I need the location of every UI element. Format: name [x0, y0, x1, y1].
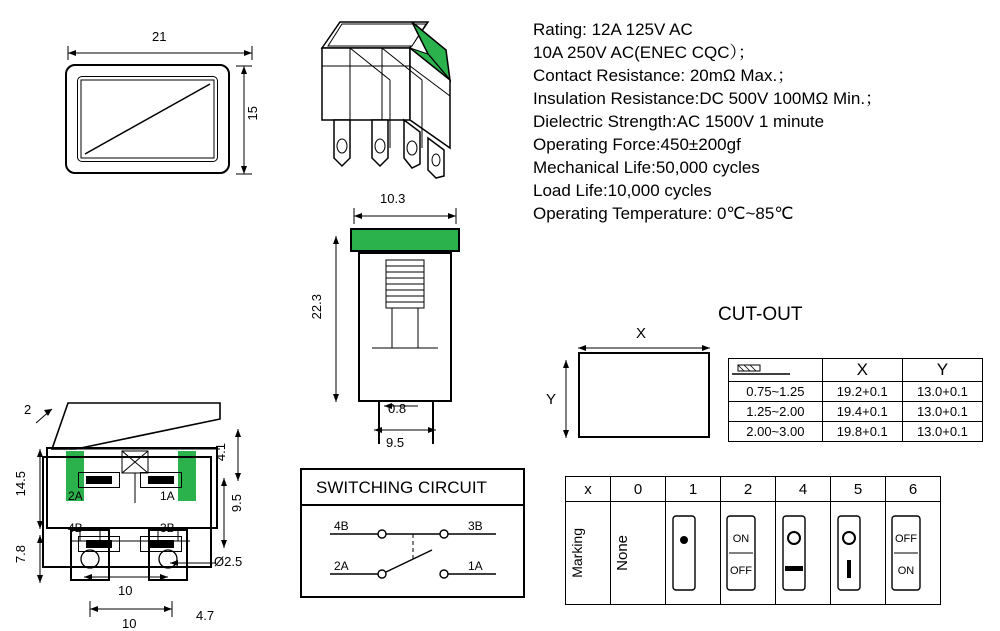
marking-cell-bar [776, 502, 831, 605]
dim-top-width: 21 [152, 29, 167, 44]
front-bezel [350, 228, 460, 252]
cutout-th-x: X [822, 359, 902, 382]
spec-line: Load Life:10,000 cycles [533, 181, 712, 200]
marking-cell-dot [666, 502, 721, 605]
perspective-switch-svg [300, 8, 500, 188]
pad-3b-inner [148, 540, 174, 548]
svg-text:OFF: OFF [730, 565, 752, 577]
table-row [729, 402, 983, 422]
cutout-y-arrow [560, 356, 572, 442]
pad-2a-inner [86, 476, 112, 484]
dim-front-height: 22.3 [309, 294, 324, 320]
marking-cell-offon [886, 502, 941, 605]
cutout-cell-thickness: 1.25~2.00 [729, 402, 823, 422]
dim-9-5-arrow [370, 422, 440, 438]
switching-circuit-title: SWITCHING CIRCUIT [316, 478, 487, 497]
table-row [729, 382, 983, 402]
pad-1a-inner [148, 476, 174, 484]
dim-side-base-w: 10 [122, 616, 137, 631]
marking-col-label-text: Marking [569, 528, 585, 578]
cutout-cell-thickness: 0.75~1.25 [729, 382, 823, 402]
dim-side-base-arrow [86, 601, 176, 617]
cutout-y-label: Y [546, 391, 557, 408]
marking-row-label: x [566, 477, 611, 502]
spec-line: 10A 250V AC(ENEC CQC）； [533, 43, 756, 62]
dim-front-width: 10.3 [380, 191, 406, 206]
cutout-cell-x: 19.8+0.1 [822, 422, 902, 442]
cutout-section [546, 300, 980, 470]
dim-hole-diameter: Ø2.5 [214, 554, 243, 569]
panel-thickness-icon [732, 364, 792, 377]
svg-text:ON: ON [732, 533, 750, 545]
off-on-marking-icon [889, 510, 923, 596]
switching-label-1a: 1A [468, 559, 483, 573]
dim-side-top-gap: 2 [24, 402, 32, 417]
dim-side-body-h: 14.5 [13, 471, 28, 497]
top-view-group [40, 14, 270, 184]
pad-4b-inner [86, 540, 112, 548]
marking-cell-onoff [721, 502, 776, 605]
spec-line: Dielectric Strength:AC 1500V 1 minute [533, 112, 825, 131]
marking-value-row [566, 502, 941, 605]
cutout-cell-x: 19.2+0.1 [822, 382, 902, 402]
cutout-rect [578, 352, 710, 438]
dim-top-width-arrow [60, 46, 260, 60]
dim-bottom-span-arrow [216, 474, 232, 552]
marking-table [565, 476, 941, 605]
dim-bottom-pitch-arrow [80, 570, 172, 584]
spec-line: Rating: 12A 125V AC [533, 20, 693, 39]
svg-text:OFF: OFF [895, 533, 917, 545]
dim-top-height: 15 [245, 106, 260, 121]
marking-cell-none-text: None [614, 535, 631, 571]
marking-code-1: 1 [666, 477, 721, 502]
dim-side-term-h: 7.8 [13, 545, 28, 564]
spec-line: Mechanical Life:50,000 cycles [533, 158, 760, 177]
spec-list [533, 18, 993, 225]
spec-line: Insulation Resistance:DC 500V 100MΩ Min.； [533, 89, 883, 108]
marking-cell-none [611, 502, 666, 605]
cutout-cell-y: 13.0+0.1 [902, 402, 982, 422]
switching-label-3b: 3B [468, 519, 483, 533]
cutout-x-label: X [636, 325, 647, 342]
marking-table-wrap [565, 476, 941, 605]
spec-line: Operating Temperature: 0℃~85℃ [533, 204, 794, 223]
switching-label-2a: 2A [334, 559, 349, 573]
label-3b: 3B [160, 521, 175, 535]
cutout-th-y: Y [902, 359, 982, 382]
bottom-body [42, 456, 212, 568]
switch-top-rocker-line [77, 76, 218, 162]
pipe-marking-icon [834, 510, 864, 596]
dot-marking-icon [669, 510, 699, 596]
bottom-view-group [20, 448, 270, 603]
dim-side-offset: 4.7 [196, 608, 215, 623]
marking-cell-pipe [831, 502, 886, 605]
marking-code-6: 6 [886, 477, 941, 502]
dim-front-pin-span: 9.5 [386, 435, 405, 450]
dim-front-pin-w: 0.8 [388, 401, 407, 416]
label-4b: 4B [68, 521, 83, 535]
on-off-marking-icon [724, 510, 758, 596]
svg-text:ON: ON [897, 565, 915, 577]
front-view-group [300, 186, 500, 450]
switching-circuit-box [300, 468, 525, 598]
table-row [729, 422, 983, 442]
cutout-cell-y: 13.0+0.1 [902, 382, 982, 402]
front-body-detail [358, 252, 452, 404]
dim-bottom-span: 9.5 [229, 494, 244, 513]
cutout-th-panel [729, 359, 823, 382]
marking-code-2: 2 [721, 477, 776, 502]
marking-code-0: 0 [611, 477, 666, 502]
label-2a: 2A [68, 489, 83, 503]
marking-col-label [566, 502, 611, 605]
switching-title-divider [302, 504, 525, 506]
cutout-table [728, 358, 983, 442]
cutout-cell-thickness: 2.00~3.00 [729, 422, 823, 442]
cutout-cell-x: 19.4+0.1 [822, 402, 902, 422]
dim-22-3-arrow [328, 232, 344, 406]
marking-header-row [566, 477, 941, 502]
perspective-view-group [300, 8, 500, 188]
marking-code-4: 4 [776, 477, 831, 502]
table-header-row [729, 359, 983, 382]
switching-label-4b: 4B [334, 519, 349, 533]
marking-code-5: 5 [831, 477, 886, 502]
spec-line: Contact Resistance: 20mΩ Max.； [533, 66, 795, 85]
dim-side-right-h: 4.1 [213, 443, 228, 462]
cutout-title: CUT-OUT [718, 304, 803, 325]
label-1a: 1A [160, 489, 175, 503]
cutout-cell-y: 13.0+0.1 [902, 422, 982, 442]
bar-marking-icon [779, 510, 809, 596]
spec-line: Operating Force:450±200gf [533, 135, 741, 154]
dim-10-3-arrow [350, 208, 460, 224]
dim-bottom-pitch: 10 [118, 583, 133, 598]
